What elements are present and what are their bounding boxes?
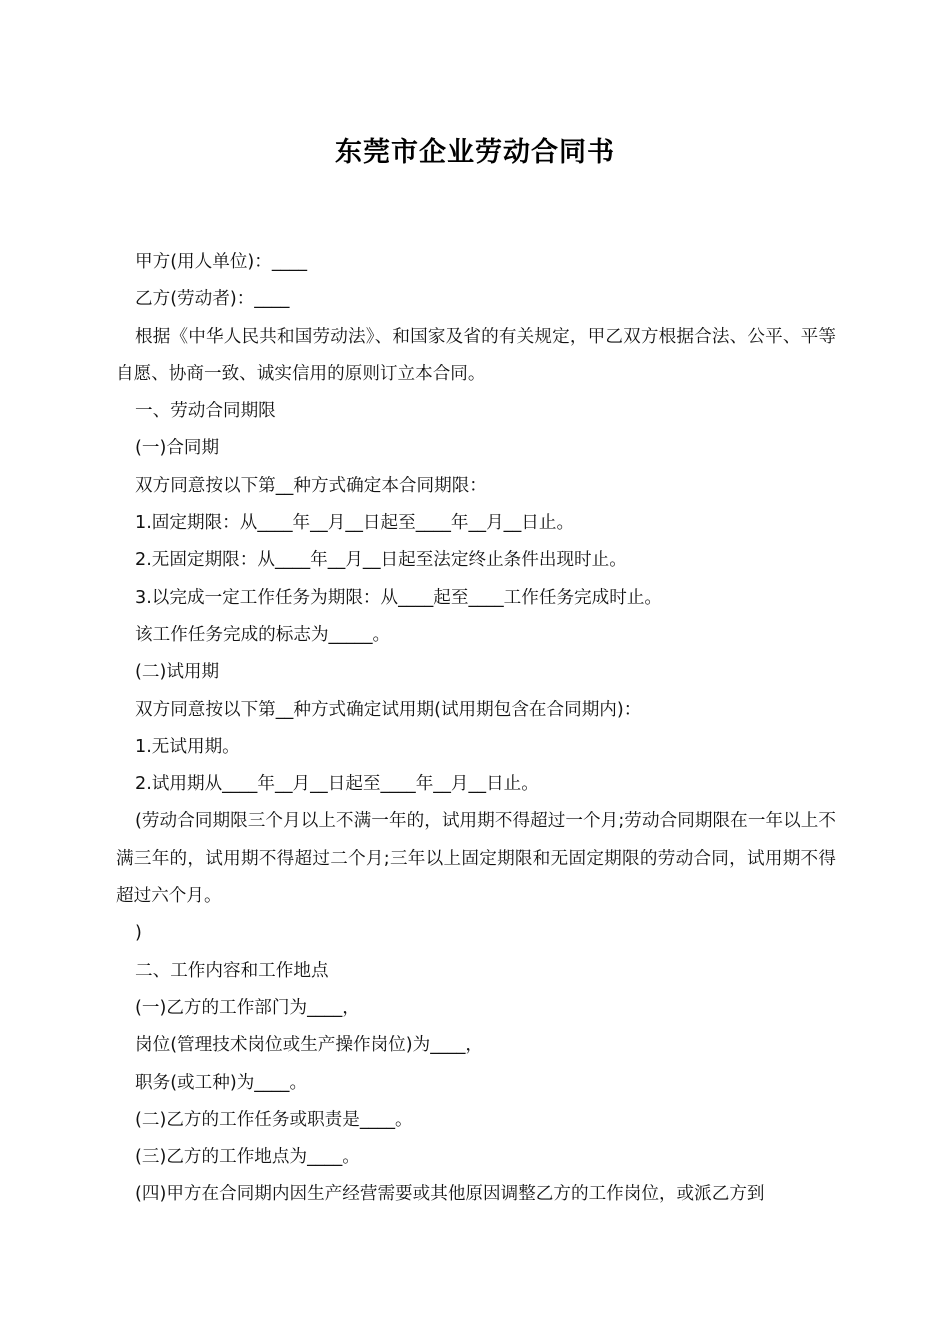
list-item: 1.无试用期。 bbox=[135, 736, 240, 757]
paragraph: (一)乙方的工作部门为____， bbox=[135, 997, 360, 1018]
subsection-probation: (二)试用期 bbox=[135, 662, 220, 683]
probation-note-paragraph: (劳动合同期限三个月以上不满一年的，试用期不得超过一个月;劳动合同期限在一年以上不满三年的，试用期不得超过二个月;三年以上固定期限和无固定期限的劳动合同，试用期不得超过六个月。 bbox=[116, 811, 836, 907]
party-b-line: 乙方(劳动者)：____ bbox=[135, 289, 290, 310]
paragraph: 双方同意按以下第__种方式确定本合同期限： bbox=[135, 475, 487, 496]
list-item: 1.固定期限：从____年__月__日起至____年__月__日止。 bbox=[135, 513, 575, 534]
document-body bbox=[116, 244, 836, 1214]
list-item: 2.无固定期限：从____年__月__日起至法定终止条件出现时止。 bbox=[135, 550, 627, 571]
paragraph: ) bbox=[135, 923, 142, 944]
section-heading-term: 一、劳动合同期限 bbox=[135, 401, 276, 422]
paragraph: (三)乙方的工作地点为____。 bbox=[135, 1147, 360, 1168]
section-heading-work: 二、工作内容和工作地点 bbox=[135, 960, 329, 981]
paragraph: 职务(或工种)为____。 bbox=[135, 1072, 308, 1093]
party-a-line: 甲方(用人单位)：____ bbox=[135, 252, 308, 272]
paragraph: (四)甲方在合同期内因生产经营需要或其他原因调整乙方的工作岗位，或派乙方到 bbox=[135, 1184, 765, 1205]
paragraph: 该工作任务完成的标志为_____。 bbox=[135, 624, 391, 645]
subsection-contract-period: (一)合同期 bbox=[135, 438, 220, 459]
paragraph: 岗位(管理技术岗位或生产操作岗位)为____， bbox=[135, 1035, 484, 1056]
document-title: 东莞市企业劳动合同书 bbox=[335, 137, 615, 168]
paragraph: 双方同意按以下第__种方式确定试用期(试用期包含在合同期内)： bbox=[135, 699, 642, 720]
preamble-paragraph: 根据《中华人民共和国劳动法》、和国家及省的有关规定，甲乙双方根据合法、公平、平等自愿、协商一致、诚实信用的原则订立本合同。 bbox=[116, 326, 836, 384]
list-item: 3.以完成一定工作任务为期限：从____起至____工作任务完成时止。 bbox=[135, 587, 663, 608]
paragraph: (二)乙方的工作任务或职责是____。 bbox=[135, 1109, 413, 1130]
list-item: 2.试用期从____年__月__日起至____年__月__日止。 bbox=[135, 774, 539, 795]
